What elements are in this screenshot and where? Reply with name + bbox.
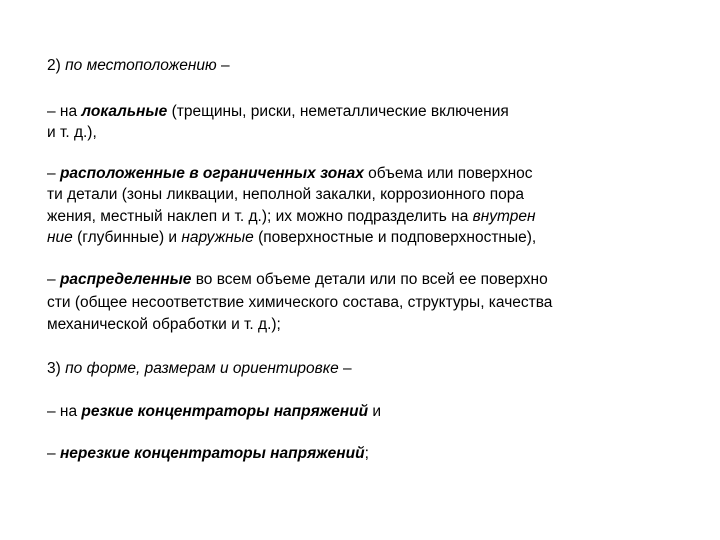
limited-text-2: ти детали (зоны ликвации, неполной закалки, коррозионного пора xyxy=(47,186,524,203)
non-sharp-dash: – xyxy=(47,445,56,462)
location-heading-title: по местоположению xyxy=(65,57,217,74)
distributed-text-1: во всем объеме детали или по всей ее поверхно xyxy=(195,271,548,288)
inner-term-part-1: внутрен xyxy=(472,208,536,225)
non-sharp-line xyxy=(47,445,369,463)
local-line-2 xyxy=(47,124,97,142)
local-prefix: – на xyxy=(47,103,78,120)
limited-line-2 xyxy=(47,186,524,204)
limited-line-1 xyxy=(47,165,533,183)
local-term: локальные xyxy=(81,103,168,120)
limited-text-4-end: (поверхностные и подповерхностные), xyxy=(258,229,537,246)
shape-heading-number: 3) xyxy=(47,360,61,377)
location-heading-dash: – xyxy=(220,57,230,74)
limited-line-4 xyxy=(47,229,536,247)
shape-heading xyxy=(47,360,352,378)
inner-term-part-2: ние xyxy=(47,229,73,246)
local-text-1: (трещины, риски, неметаллические включения xyxy=(171,103,509,120)
limited-text-1: объема или поверхнос xyxy=(368,165,533,182)
local-line-1 xyxy=(47,103,509,121)
distributed-text-2: сти (общее несоответствие химического состава, структуры, качества xyxy=(47,294,553,311)
sharp-prefix: – на xyxy=(47,403,78,420)
distributed-term: распределенные xyxy=(59,271,192,288)
shape-heading-dash: – xyxy=(343,360,352,377)
distributed-line-3 xyxy=(47,316,281,334)
outer-term: наружные xyxy=(181,229,254,246)
distributed-text-3: механической обработки и т. д.); xyxy=(47,316,281,333)
limited-text-4-mid: (глубинные) и xyxy=(77,229,178,246)
shape-heading-title: по форме, размерам и ориентировке xyxy=(65,360,339,377)
limited-term: расположенные в ограниченных зонах xyxy=(59,165,364,182)
distributed-dash: – xyxy=(47,271,56,288)
limited-line-3 xyxy=(47,208,536,226)
limited-text-3: жения, местный наклеп и т. д.); их можно подразделить на xyxy=(47,208,469,225)
sharp-term: резкие концентраторы напряжений xyxy=(81,403,369,420)
local-text-2: и т. д.), xyxy=(47,124,97,141)
non-sharp-suffix: ; xyxy=(364,445,369,462)
limited-dash: – xyxy=(47,165,56,182)
distributed-line-1 xyxy=(47,271,548,289)
location-heading-number: 2) xyxy=(47,57,61,74)
sharp-line xyxy=(47,403,381,421)
location-heading xyxy=(47,57,230,75)
non-sharp-term: нерезкие концентраторы напряжений xyxy=(59,445,365,462)
distributed-line-2 xyxy=(47,294,552,312)
sharp-suffix: и xyxy=(372,403,382,420)
